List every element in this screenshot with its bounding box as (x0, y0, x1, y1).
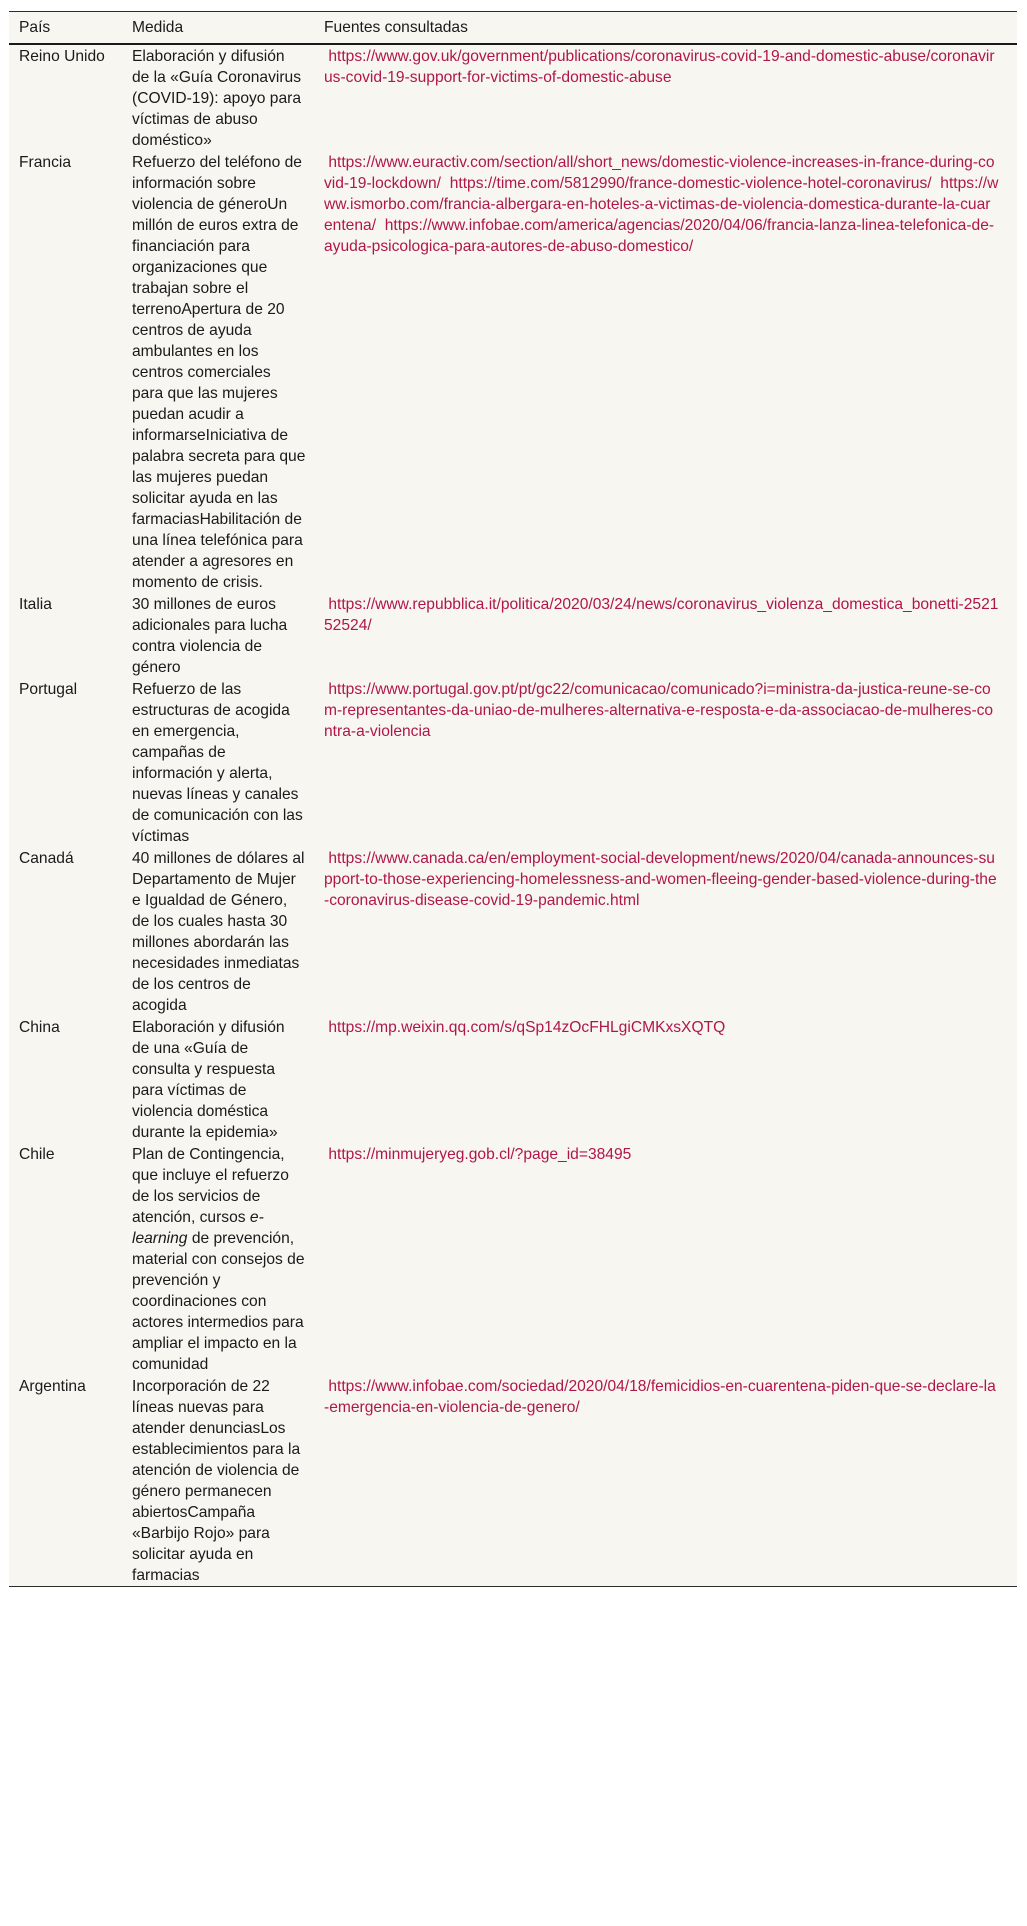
measure-text: de prevención, material con consejos de prevención y coordinaciones con actores intermedios para ampliar el impacto en la comunidad (132, 1230, 305, 1373)
source-link[interactable]: https://www.euractiv.com/section/all/short_news/domestic-violence-increases-in-france-during-covid-19-lockdown/ (324, 154, 995, 192)
country-cell: Portugal (19, 681, 78, 698)
measure-cell: 40 millones de dólares al Departamento de Mujer e Igualdad de Género, de los cuales hasta 30 millones abordarán las necesidades inmediatas de los centros de acogida (132, 850, 305, 1014)
table-row (9, 1016, 1017, 1143)
measures-table (9, 11, 1017, 1587)
measure-cell: Refuerzo del teléfono de información sobre violencia de géneroUn millón de euros extra de financiación para organizaciones que trabajan sobre el terrenoApertura de 20 centros de ayuda ambulantes en los centros comerciales para que las mujeres puedan acudir a informarseIniciativa de palabra secreta para que las mujeres puedan solicitar ayuda en las farmaciasHabilitación de una línea telefónica para atender a agresores en momento de crisis. (132, 154, 306, 591)
table-row (9, 44, 1017, 151)
country-cell: Chile (19, 1146, 55, 1163)
measure-cell: Incorporación de 22 líneas nuevas para atender denunciasLos establecimientos para la atención de violencia de género permanecen abiertosCampaña «Barbijo Rojo» para solicitar ayuda en farmacias (132, 1378, 301, 1584)
source-link[interactable]: https://www.gov.uk/government/publications/coronavirus-covid-19-and-domestic-abuse/coronavirus-covid-19-support-for-victims-of-domestic-abuse (324, 48, 995, 86)
sources-cell (314, 847, 1017, 1016)
source-link[interactable]: https://www.infobae.com/america/agencias/2020/04/06/francia-lanza-linea-telefonica-de-ayuda-psicologica-para-autores-de-abuso-domestico/ (324, 217, 995, 255)
measure-cell: 30 millones de euros adicionales para lucha contra violencia de género (132, 596, 288, 676)
table-row (9, 151, 1017, 593)
sources-cell (314, 1016, 1017, 1143)
header-country: País (19, 19, 51, 36)
measure-italic-text: e-learning (132, 1209, 264, 1247)
header-row (9, 12, 1017, 45)
source-link[interactable]: https://www.repubblica.it/politica/2020/03/24/news/coronavirus_violenza_domestica_bonetti-252152524/ (324, 596, 999, 634)
header-sources: Fuentes consultadas (324, 19, 468, 36)
table-row (9, 678, 1017, 847)
country-cell: Francia (19, 154, 71, 171)
source-link[interactable]: https://www.infobae.com/sociedad/2020/04/18/femicidios-en-cuarentena-piden-que-se-declare-la-emergencia-en-violencia-de-genero/ (324, 1378, 996, 1416)
table-row (9, 593, 1017, 678)
source-link[interactable]: https://www.canada.ca/en/employment-social-development/news/2020/04/canada-announces-support-to-those-experiencing-homelessness-and-women-fleeing-gender-based-violence-during-the-coronavirus-disease-covid-19-pandemic.html (324, 850, 997, 909)
table-header (9, 12, 1017, 45)
sources-cell (314, 1143, 1017, 1375)
sources-cell (314, 678, 1017, 847)
country-cell: Italia (19, 596, 52, 613)
country-cell: Argentina (19, 1378, 86, 1395)
measure-cell (122, 1143, 314, 1375)
sources-cell (314, 151, 1017, 593)
measure-cell: Elaboración y difusión de una «Guía de consulta y respuesta para víctimas de violencia doméstica durante la epidemia» (132, 1019, 285, 1141)
sources-cell (314, 44, 1017, 151)
source-link[interactable]: https://time.com/5812990/france-domestic-violence-hotel-coronavirus/ (449, 175, 932, 192)
source-link[interactable]: https://www.ismorbo.com/francia-albergara-en-hoteles-a-victimas-de-violencia-domestica-durante-la-cuarentena/ (324, 175, 999, 234)
sources-cell (314, 593, 1017, 678)
table-row (9, 1143, 1017, 1375)
measure-cell: Refuerzo de las estructuras de acogida en emergencia, campañas de información y alerta, nuevas líneas y canales de comunicación con las víctimas (132, 681, 303, 845)
table-row (9, 1375, 1017, 1587)
sources-cell (314, 1375, 1017, 1587)
country-cell: Canadá (19, 850, 74, 867)
table-body (9, 44, 1017, 1587)
source-link[interactable]: https://mp.weixin.qq.com/s/qSp14zOcFHLgiCMKxsXQTQ (328, 1019, 726, 1036)
measure-text: Plan de Contingencia, que incluye el refuerzo de los servicios de atención, cursos (132, 1146, 289, 1226)
source-link[interactable]: https://www.portugal.gov.pt/pt/gc22/comunicacao/comunicado?i=ministra-da-justica-reune-se-com-representantes-da-uniao-de-mulheres-alternativa-e-resposta-e-da-associacao-de-mulheres-contra-a-violencia (324, 681, 994, 740)
source-link[interactable]: https://minmujeryeg.gob.cl/?page_id=38495 (328, 1146, 632, 1163)
country-cell: Reino Unido (19, 48, 105, 65)
country-cell: China (19, 1019, 60, 1036)
header-measure: Medida (132, 19, 184, 36)
measure-cell: Elaboración y difusión de la «Guía Coronavirus (COVID-19): apoyo para víctimas de abuso doméstico» (132, 48, 302, 149)
table-row (9, 847, 1017, 1016)
